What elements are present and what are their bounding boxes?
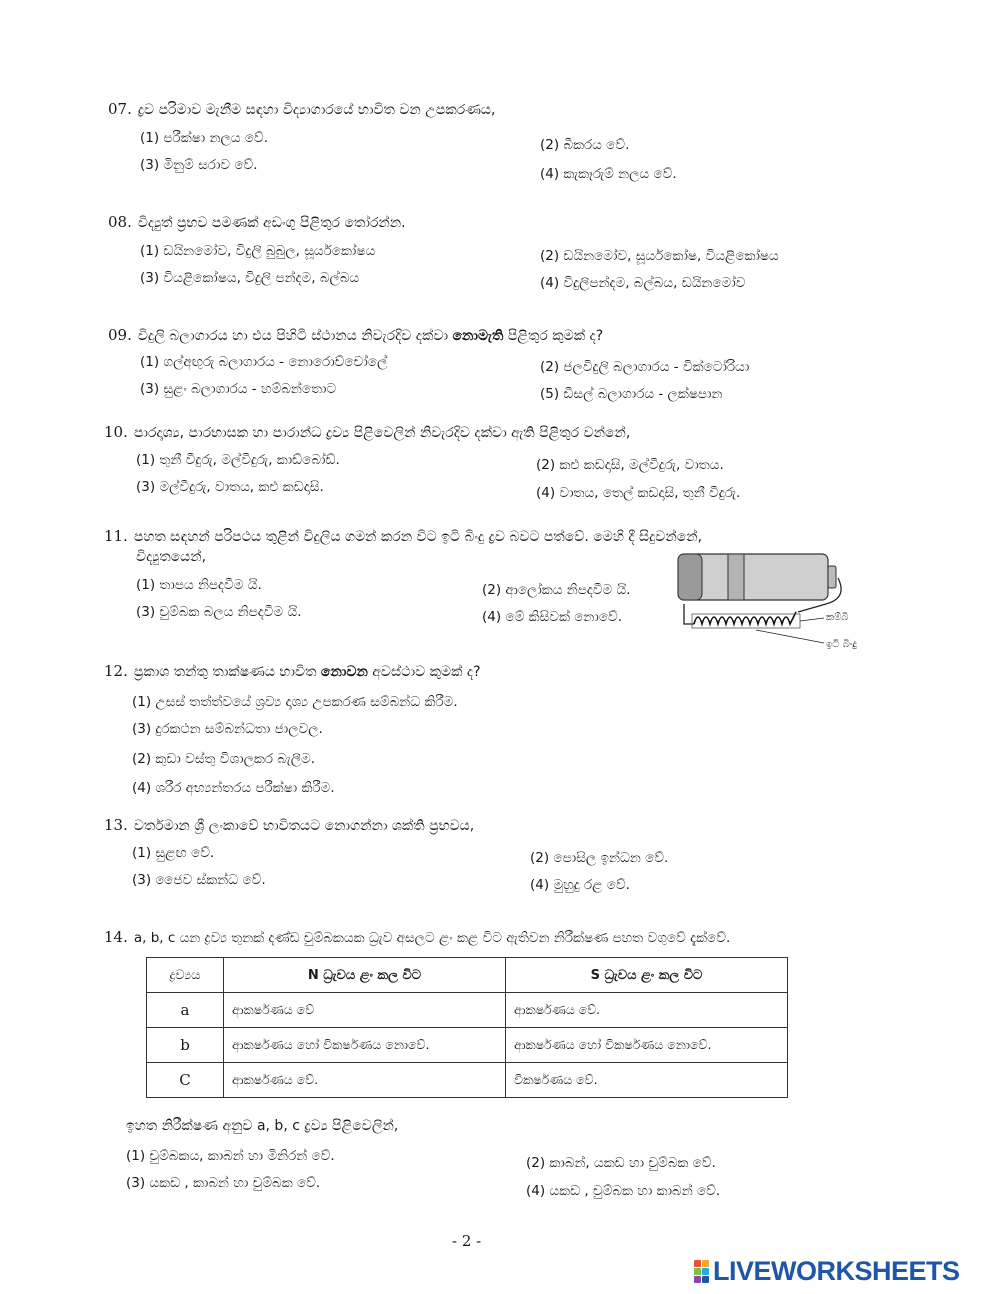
q10-stem: 10. පාරදෘශ්‍ය, පාරභාසක හා පාරාන්ධ ද්‍රව්‍ය පිළිවෙලින් නිවැරදිව දක්වා ඇති පිළිතුර වන්නේ, xyxy=(104,423,631,441)
table-cell-material: b xyxy=(147,1028,224,1063)
q13-option-1[interactable]: (1) සුළඟ වේ. xyxy=(132,845,215,861)
q11-option-3[interactable]: (3) චුම්බක බලය නිපදවීම යි. xyxy=(136,604,302,620)
q14-option-2[interactable]: (2) කාබන්, යකඩ හා චුම්බක වේ. xyxy=(526,1155,716,1171)
q08-option-1[interactable]: (1) ඩයිනමෝව, විදුලි බුබුල, සූර්යකෝෂය xyxy=(140,243,376,259)
q10-option-4[interactable]: (4) වාතය, තෙල් කඩදාසි, තුනී වීදුරු. xyxy=(536,485,741,501)
logo-square xyxy=(694,1268,701,1275)
q13-option-4[interactable]: (4) මුහුදු රළ වේ. xyxy=(530,877,630,893)
q11-option-1[interactable]: (1) තාපය නිපදවීම යි. xyxy=(136,577,262,593)
table-header-n-pole: N ධ්‍රැවය ළං කල විට xyxy=(224,958,506,993)
q09-option-2[interactable]: (2) ජලවිදුලි බලාගාරය - වික්ටෝරියා xyxy=(540,359,750,375)
q13-option-3[interactable]: (3) ජෛව ස්කන්ධ වේ. xyxy=(132,872,266,888)
table-cell-n: ආකර්ෂණය වේ xyxy=(224,993,506,1028)
q08-option-4[interactable]: (4) විදුලිපන්දම, බල්බය, ඩයිනමෝව xyxy=(540,275,746,291)
battery-band xyxy=(728,554,744,600)
q10-option-2[interactable]: (2) කළු කඩදාසි, මල්වීදුරු, වාතය. xyxy=(536,457,724,473)
figure-label-wire: කම්බි xyxy=(826,612,849,623)
q12-emphasis: නොවන xyxy=(320,664,368,680)
label-line-wire xyxy=(800,618,824,621)
page-number: - 2 - xyxy=(452,1232,482,1250)
q11-stem-cont: විද්‍යුතයෙන්, xyxy=(136,549,207,565)
q14-after-table: ඉහත නිරීක්ෂණ අනුව a, b, c ද්‍රව්‍ය පිළිවෙලින්, xyxy=(126,1118,399,1134)
circuit-figure xyxy=(666,548,866,662)
q11-option-4[interactable]: (4) මේ කිසිවක් නොවේ. xyxy=(482,609,623,625)
logo-square xyxy=(702,1276,709,1283)
q12-option-1[interactable]: (1) උසස් තත්ත්වයේ ශ්‍රව්‍ය දෘශ්‍ය උපකරණ සම්බන්ධ කිරීම. xyxy=(132,694,458,710)
q08-option-3[interactable]: (3) වියළිකෝෂය, විදුලි පන්දම, බල්බය xyxy=(140,270,360,286)
q14-option-4[interactable]: (4) යකඩ , චුම්බක හා කාබන් වේ. xyxy=(526,1183,721,1199)
label-line-wax xyxy=(756,630,824,643)
q10-option-3[interactable]: (3) මල්වීදුරු, වාතය, කළු කඩදාසි. xyxy=(136,479,324,495)
battery-end xyxy=(678,554,702,600)
q08-option-2[interactable]: (2) ඩයිනමෝව, සූර්යකෝෂ, වියළිකෝෂය xyxy=(540,248,779,264)
q14-stem: 14. a, b, c යන ද්‍රව්‍ය තුනක් දණ්ඩ චුම්බකයක ධ්‍රැව අසලට ළං කළ විට ඇතිවන නිරීක්ෂණ පහත වගුවේ දැක්වේ. xyxy=(104,928,731,946)
q10-option-1[interactable]: (1) තුනී වීදුරු, මල්වීදුරු, කාඩ්බෝඩ්. xyxy=(136,452,340,468)
q09-option-4[interactable]: (5) ඩීසල් බලාගාරය - ලක්ෂපාන xyxy=(540,386,723,402)
table-cell-s: ආකර්ෂණය හෝ විකර්ෂණය නොවේ. xyxy=(506,1028,788,1063)
liveworksheets-logo[interactable] xyxy=(694,1256,960,1287)
table-cell-material: C xyxy=(147,1063,224,1098)
logo-square xyxy=(702,1260,709,1267)
q11-stem: 11. පහත සඳහන් පරිපථය තුළින් විදුලිය ගමන් කරන විට ඉටි බිංදු ද්‍රව බවට පත්වේ. මෙහි දී සිදුවන්නේ, xyxy=(104,527,703,545)
q09-emphasis: නොමැති xyxy=(452,328,504,344)
table-cell-n: ආකර්ෂණය හෝ විකර්ෂණය නොවේ. xyxy=(224,1028,506,1063)
figure-label-wax: ඉටි බිංදු xyxy=(826,639,857,650)
q12-option-2[interactable]: (2) කුඩා වස්තු විශාලකර බැලීම. xyxy=(132,751,316,767)
table-cell-s: ආකර්ෂණය වේ. xyxy=(506,993,788,1028)
q07-option-2[interactable]: (2) බීකරය වේ. xyxy=(540,137,630,153)
table-row xyxy=(147,1028,788,1063)
table-cell-material: a xyxy=(147,993,224,1028)
logo-square xyxy=(702,1268,709,1275)
table-row xyxy=(147,993,788,1028)
q07-option-3[interactable]: (3) මිනුම් සරාව වේ. xyxy=(140,157,258,173)
q13-option-2[interactable]: (2) පොසිල ඉන්ධන වේ. xyxy=(530,850,669,866)
q14-option-3[interactable]: (3) යකඩ , කාබන් හා චුම්බක වේ. xyxy=(126,1175,321,1191)
q07-option-1[interactable]: (1) පරීක්ෂා නලය වේ. xyxy=(140,130,268,146)
q12-option-4[interactable]: (4) ශරීර අභ්‍යන්තරය පරීක්ෂා කිරීම. xyxy=(132,780,335,796)
table-cell-s: විකර්ෂණය වේ. xyxy=(506,1063,788,1098)
table-cell-n: ආකර්ෂණය වේ. xyxy=(224,1063,506,1098)
q09-option-3[interactable]: (3) සුළං බලාගාරය - හම්බන්තොට xyxy=(140,381,337,397)
q09-option-1[interactable]: (1) ගල්අඟුරු බලාගාරය - නොරොච්චෝලේ xyxy=(140,354,388,370)
q13-stem: 13. වර්තමාන ශ්‍රී ලංකාවේ භාවිතයට නොගන්නා ශක්ති ප්‍රභවය, xyxy=(104,816,475,834)
q08-stem: 08. විද්‍යුත් ප්‍රභව පමණක් අඩංගු පිළිතුර තෝරන්න. xyxy=(108,213,406,231)
q07-option-4[interactable]: (4) කැකෑරුම් නලය වේ. xyxy=(540,166,677,182)
table-header-row xyxy=(147,958,788,993)
q11-option-2[interactable]: (2) ආලෝකය නිපදවීම යි. xyxy=(482,582,631,598)
q12-stem: 12. ප්‍රකාශ තන්තු තාක්ෂණය භාවිත නොවන අවස්ථාව කුමක් ද? xyxy=(104,662,481,680)
logo-square xyxy=(694,1276,701,1283)
q09-stem: 09. විදුලි බලාගාරය හා එය පිහිටි ස්ථානය නිවැරදිව දක්වා නොමැති පිළිතුර කුමක් ද? xyxy=(108,326,604,344)
brand-name: LIVEWORKSHEETS xyxy=(713,1256,960,1286)
table-header-material: ද්‍රව්‍යය xyxy=(147,958,224,993)
logo-square xyxy=(694,1260,701,1267)
table-header-s-pole: S ධ්‍රැවය ළං කල විට xyxy=(506,958,788,993)
logo-grid-icon xyxy=(694,1260,709,1283)
q12-option-3[interactable]: (3) දුරකථන සම්බන්ධතා ජාලවල. xyxy=(132,721,323,737)
battery-terminal xyxy=(828,566,836,588)
table-row xyxy=(147,1063,788,1098)
q14-option-1[interactable]: (1) චුම්බකය, කාබන් හා මිනිරන් වේ. xyxy=(126,1148,335,1164)
observation-table xyxy=(146,957,788,1098)
q07-stem: 07. ද්‍රව පරිමාව මැනීම සඳහා විද්‍යාගාරයේ භාවිත වන උපකරණය, xyxy=(108,100,496,118)
